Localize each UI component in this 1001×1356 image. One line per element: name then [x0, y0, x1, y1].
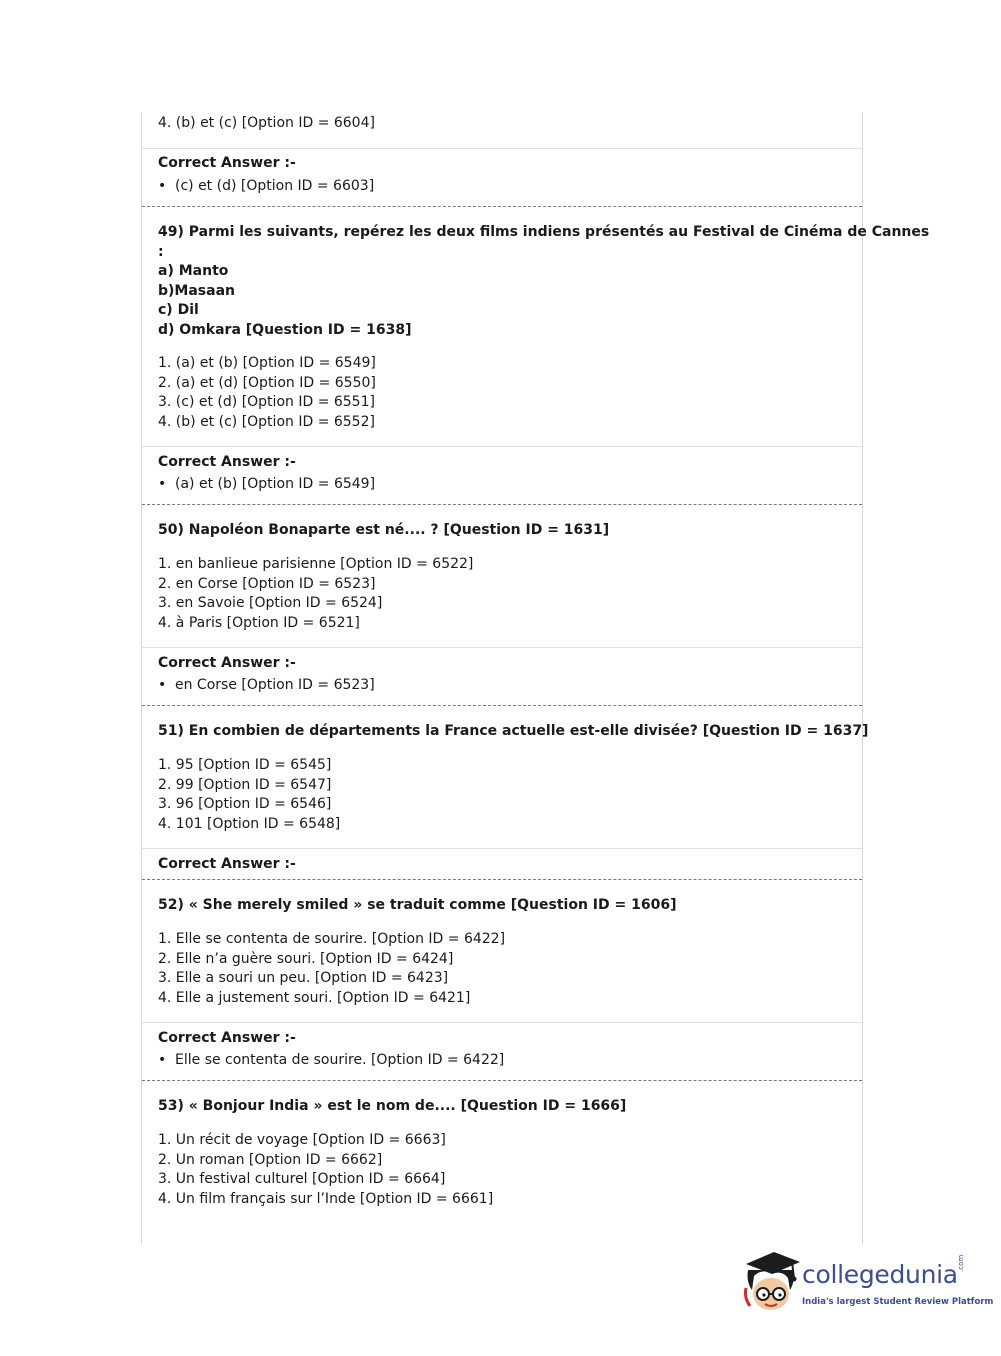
correct-answer-value: • en Corse [Option ID = 6523]	[158, 676, 375, 696]
option-item: 4. à Paris [Option ID = 6521]	[158, 615, 360, 631]
divider	[142, 647, 862, 648]
divider	[142, 1022, 862, 1023]
option-item: 4. 101 [Option ID = 6548]	[158, 816, 341, 832]
divider	[142, 446, 862, 447]
correct-answer-label: Correct Answer :-	[158, 1030, 296, 1046]
option-item: 1. 95 [Option ID = 6545]	[158, 757, 332, 773]
mascot-icon	[742, 1248, 802, 1320]
correct-answer-label: Correct Answer :-	[158, 454, 296, 470]
option-item: 3. Elle a souri un peu. [Option ID = 6423]	[158, 970, 449, 986]
question-text: 50) Napoléon Bonaparte est né.... ? [Question ID = 1631]	[158, 522, 610, 538]
question-separator	[142, 206, 862, 207]
option-item: 4. (b) et (c) [Option ID = 6552]	[158, 414, 375, 430]
option-item: 1. Un récit de voyage [Option ID = 6663]	[158, 1132, 446, 1148]
question-paper	[141, 112, 930, 1244]
option-item: 4. Elle a justement souri. [Option ID = 6421]	[158, 990, 471, 1006]
option-item: 2. Elle n’a guère souri. [Option ID = 6424]	[158, 951, 454, 967]
question-choice: b)Masaan	[158, 283, 235, 299]
correct-answer-label: Correct Answer :-	[158, 856, 296, 872]
logo-tagline: India's largest Student Review Platform	[802, 1297, 994, 1307]
question-text: 53) « Bonjour India » est le nom de.... [Question ID = 1666]	[158, 1098, 627, 1114]
question-choice: c) Dil	[158, 302, 199, 318]
logo-wordmark: collegedunia	[802, 1260, 958, 1289]
option-item: 1. Elle se contenta de sourire. [Option ID = 6422]	[158, 931, 506, 947]
question-separator	[142, 504, 862, 505]
question-separator	[142, 705, 862, 706]
option-item: 2. en Corse [Option ID = 6523]	[158, 576, 376, 592]
option-item: 4. (b) et (c) [Option ID = 6604]	[158, 115, 375, 131]
option-item: 3. (c) et (d) [Option ID = 6551]	[158, 394, 375, 410]
correct-answer-value: • (a) et (b) [Option ID = 6549]	[158, 475, 375, 495]
correct-answer-value: • (c) et (d) [Option ID = 6603]	[158, 177, 374, 197]
option-item: 3. Un festival culturel [Option ID = 6664]	[158, 1171, 446, 1187]
question-choice: a) Manto	[158, 263, 229, 279]
option-item: 4. Un film français sur l’Inde [Option ID = 6661]	[158, 1191, 494, 1207]
question-separator	[142, 879, 862, 880]
option-item: 3. 96 [Option ID = 6546]	[158, 796, 332, 812]
correct-answer-value: • Elle se contenta de sourire. [Option ID = 6422]	[158, 1051, 504, 1071]
divider	[142, 848, 862, 849]
correct-answer-label: Correct Answer :-	[158, 155, 296, 171]
correct-answer-label: Correct Answer :-	[158, 655, 296, 671]
option-item: 1. (a) et (b) [Option ID = 6549]	[158, 355, 376, 371]
option-item: 2. Un roman [Option ID = 6662]	[158, 1152, 383, 1168]
question-text: :	[158, 244, 164, 260]
option-item: 1. en banlieue parisienne [Option ID = 6522]	[158, 556, 474, 572]
collegedunia-logo	[742, 1248, 994, 1320]
option-item: 3. en Savoie [Option ID = 6524]	[158, 595, 383, 611]
divider	[142, 148, 862, 149]
option-item: 2. 99 [Option ID = 6547]	[158, 777, 332, 793]
option-item: 2. (a) et (d) [Option ID = 6550]	[158, 375, 376, 391]
question-choice: d) Omkara [Question ID = 1638]	[158, 322, 412, 338]
question-separator	[142, 1080, 862, 1081]
question-text: 51) En combien de départements la France actuelle est-elle divisée? [Question ID = 1637]	[158, 723, 869, 739]
question-text: 49) Parmi les suivants, repérez les deux films indiens présentés au Festival de Cinéma de Cannes	[158, 224, 930, 240]
logo-dotcom: .com	[957, 1254, 965, 1272]
question-text: 52) « She merely smiled » se traduit comme [Question ID = 1606]	[158, 897, 677, 913]
